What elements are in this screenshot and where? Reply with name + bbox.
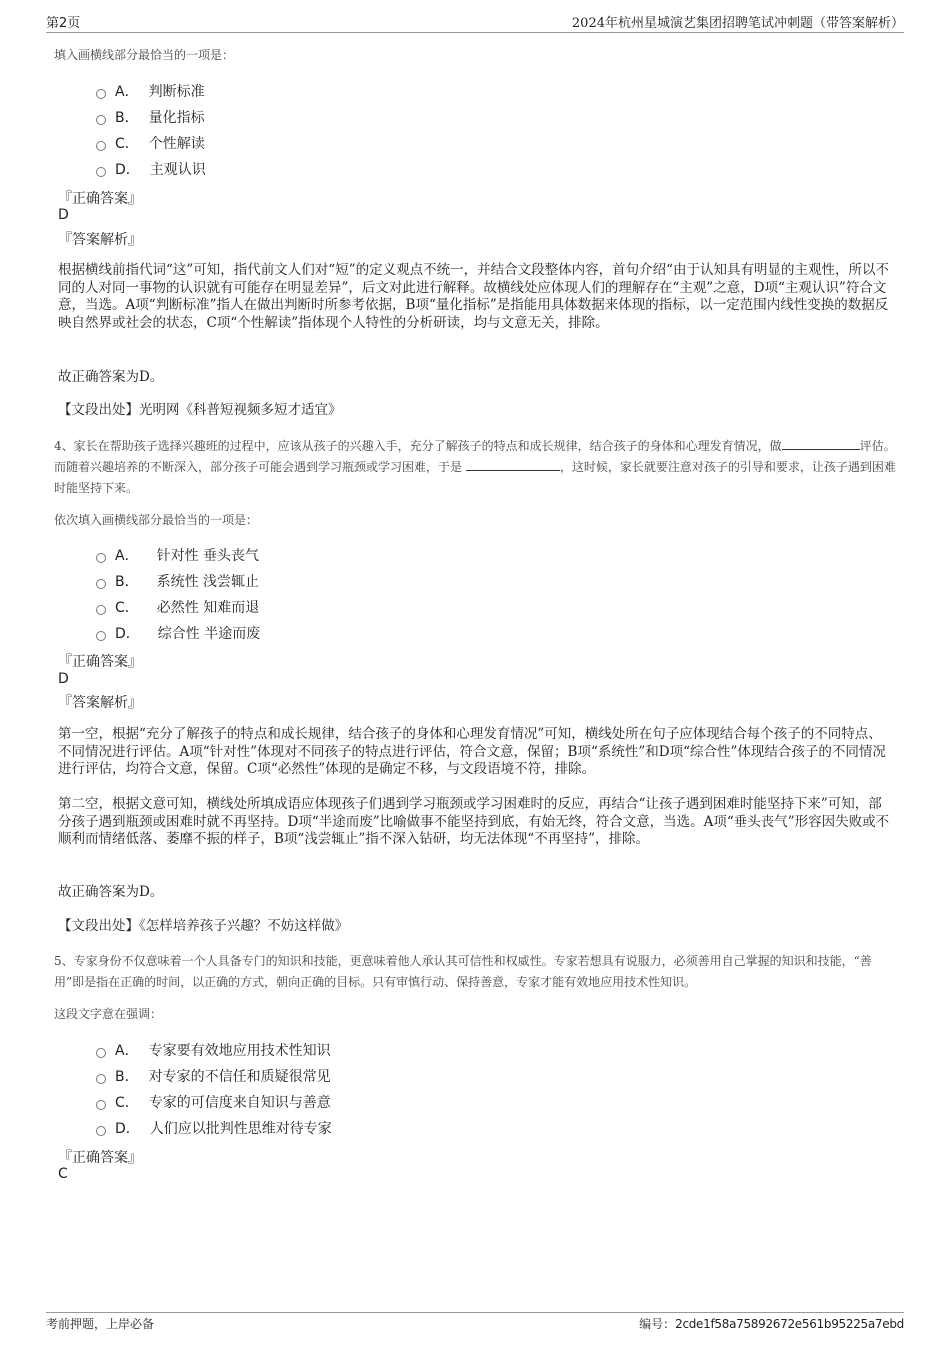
radio-icon[interactable] (96, 605, 106, 615)
q4-question: 4、家长在帮助孩子选择兴趣班的过程中，应该从孩子的兴趣入手，充分了解孩子的特点和成长规律，结合孩子的身体和心理发育情况，做 评估。而随着兴趣培养的不断深入，部分孩子可能会遇到学习瓶颈或学习困难，于是 ，这时候，家长就要注意对孩子的引导和要求，让孩子遇到困难时能坚持下来。 (54, 439, 896, 495)
radio-icon[interactable] (96, 1074, 106, 1084)
radio-icon[interactable] (96, 89, 106, 99)
page-footer (46, 1312, 904, 1332)
blank-1 (782, 437, 860, 450)
q3-option-b[interactable]: B． 量化指标 (96, 107, 205, 127)
radio-icon[interactable] (96, 1126, 106, 1136)
q5-question: 5、专家身份不仅意味着一个人具备专门的知识和技能，更意味着他人承认其可信性和权威性。专家若想具有说服力，必须善用自己掌握的知识和技能，“善用”即是指在正确的时间，以正确的方式，朝向正确的目标。只有审慎行动、保持善意，专家才能有效地应用技术性知识。 (54, 954, 872, 989)
q5-prompt: 这段文字意在强调： (54, 1007, 163, 1021)
page-number: 第2页 (46, 16, 81, 31)
q3-option-c[interactable]: C． 个性解读 (96, 133, 205, 153)
q4-analysis-label: 『答案解析』 (58, 695, 142, 711)
q4-option-c[interactable]: C． 必然性 知难而退 (96, 597, 259, 617)
q4-option-a[interactable]: A． 针对性 垂头丧气 (96, 545, 259, 565)
radio-icon[interactable] (96, 1100, 106, 1110)
q3-analysis-label: 『答案解析』 (58, 232, 142, 248)
q4-conclusion: 故正确答案为D。 (58, 884, 164, 900)
q5-option-a[interactable]: A． 专家要有效地应用技术性知识 (96, 1040, 331, 1060)
page-header (46, 12, 904, 33)
q3-option-a[interactable]: A． 判断标准 (96, 81, 205, 101)
radio-icon[interactable] (96, 631, 106, 641)
q3-analysis: 根据横线前指代词“这”可知，指代前文人们对“短”的定义观点不统一，并结合文段整体内容，首句介绍“由于认知具有明显的主观性，所以不同的人对同一事物的认识就有可能存在明显差异”，后文对此进行解释。故横线处应体现人们的理解存在“主观”之意，D项“主观认识”符合文意，当选。A项“判断标准”指人在做出判断时所参考依据，B项“量化指标”是指能用具体数据来体现的指标，以一定范围内线性变换的数据反映自然界或社会的状态，C项“个性解读”指体现个人特性的分析研读，均与文意无关，排除。 (58, 262, 890, 331)
q5-option-c[interactable]: C． 专家的可信度来自知识与善意 (96, 1092, 331, 1112)
q4-analysis-2: 第二空，根据文意可知，横线处所填成语应体现孩子们遇到学习瓶颈或学习困难时的反应，再结合“让孩子遇到困难时能坚持下来”可知，部分孩子遇到瓶颈或困难时就不再坚持。D项“半途而废”比喻做事不能坚持到底，有始无终，符合文意，当选。A项“垂头丧气”形容因失败或不顺利而情绪低落、萎靡不振的样子，B项“浅尝辄止”指不深入钻研，均无法体现“不再坚持”，排除。 (58, 796, 890, 847)
q3-option-d[interactable]: D． 主观认识 (96, 159, 206, 179)
radio-icon[interactable] (96, 141, 106, 151)
q3-answer-label: 『正确答案』 (58, 191, 142, 207)
q3-prompt: 填入画横线部分最恰当的一项是： (54, 48, 235, 62)
q3-source: 【文段出处】光明网《科普短视频多短才适宜》 (58, 402, 342, 418)
q5-option-d[interactable]: D． 人们应以批判性思维对待专家 (96, 1118, 332, 1138)
q3-answer: D (58, 207, 69, 223)
q4-option-d[interactable]: D． 综合性 半途而废 (96, 623, 260, 643)
q4-prompt: 依次填入画横线部分最恰当的一项是： (54, 513, 259, 527)
radio-icon[interactable] (96, 579, 106, 589)
q5-option-b[interactable]: B． 对专家的不信任和质疑很常见 (96, 1066, 331, 1086)
radio-icon[interactable] (96, 553, 106, 563)
q4-answer: D (58, 671, 69, 687)
blank-2 (466, 458, 560, 471)
document-title: 2024年杭州星城演艺集团招聘笔试冲刺题（带答案解析） (571, 16, 904, 31)
q4-source: 【文段出处】《怎样培养孩子兴趣？不妨这样做》 (58, 918, 349, 934)
radio-icon[interactable] (96, 1048, 106, 1058)
q4-option-b[interactable]: B． 系统性 浅尝辄止 (96, 571, 259, 591)
q3-conclusion: 故正确答案为D。 (58, 369, 164, 385)
q5-answer-label: 『正确答案』 (58, 1150, 142, 1166)
footer-code: 编号：2cde1f58a75892672e561b95225a7ebd (639, 1317, 904, 1331)
radio-icon[interactable] (96, 115, 106, 125)
q5-answer: C (58, 1166, 68, 1182)
radio-icon[interactable] (96, 167, 106, 177)
q4-answer-label: 『正确答案』 (58, 654, 142, 670)
footer-slogan: 考前押题，上岸必备 (46, 1317, 155, 1331)
q4-analysis-1: 第一空，根据“充分了解孩子的特点和成长规律，结合孩子的身体和心理发育情况”可知，横线处所在句子应体现结合每个孩子的不同特点、不同情况进行评估。A项“针对性”体现对不同孩子的特点进行评估，符合文意，保留；B项“系统性”和D项“综合性”体现结合孩子的不同情况进行评估，均符合文意，保留。C项“必然性”体现的是确定不移，与文段语境不符，排除。 (58, 726, 886, 777)
